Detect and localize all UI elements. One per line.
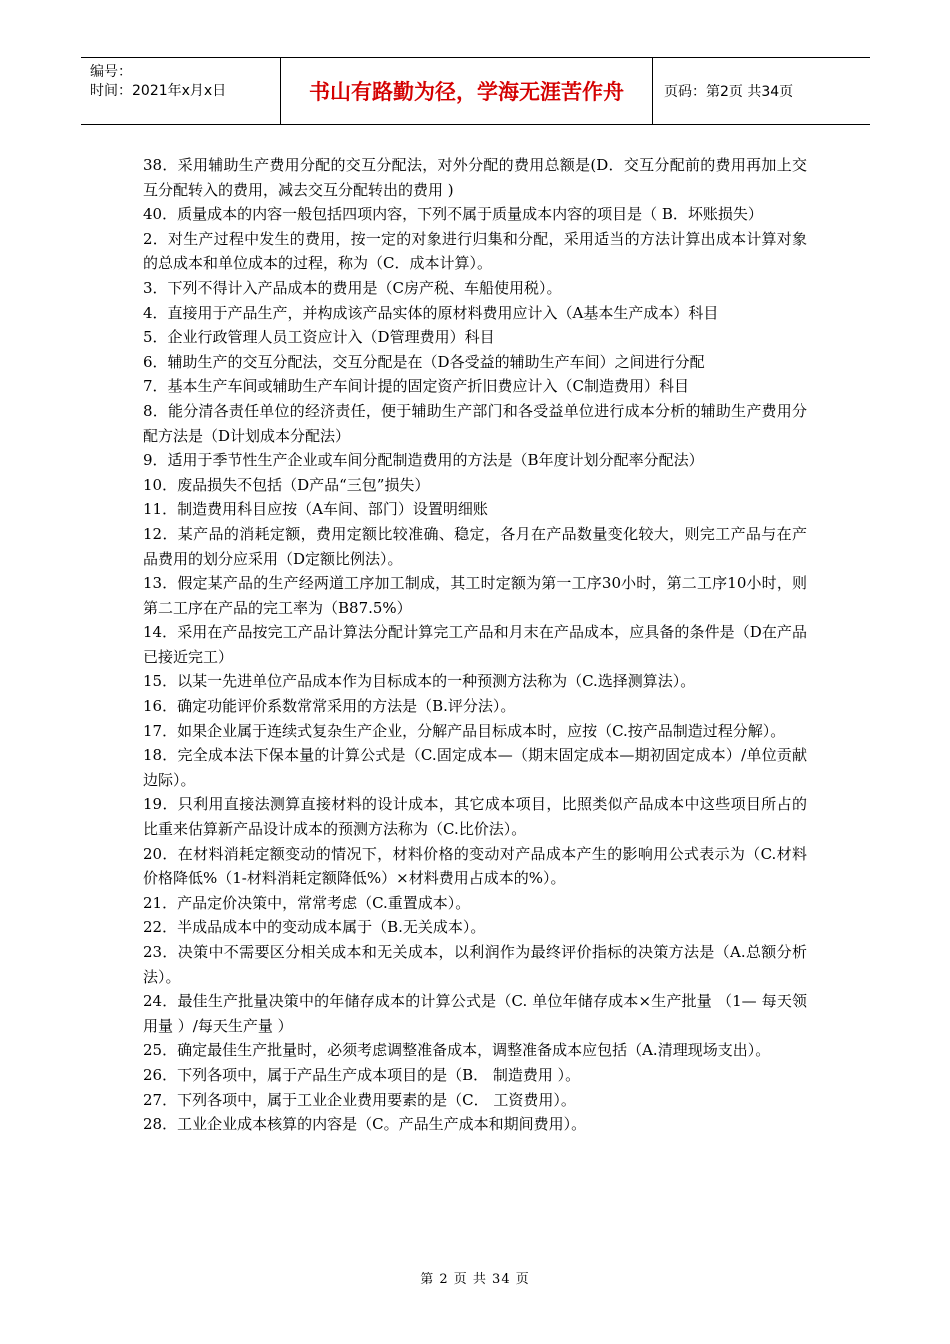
list-item: 23．决策中不需要区分相关成本和无关成本，以利润作为最终评价指标的决策方法是（A.总额分析法）。 — [143, 943, 807, 986]
list-item: 3．下列不得计入产品成本的费用是（C房产税、车船使用税）。 — [143, 278, 562, 297]
list-item: 22．半成品成本中的变动成本属于（B.无关成本）。 — [143, 918, 486, 937]
list-item: 14．采用在产品按完工产品计算法分配计算完工产品和月末在产品成本，应具备的条件是（D在产品已接近完工） — [143, 623, 807, 666]
list-item: 16．确定功能评价系数常常采用的方法是（B.评分法）。 — [143, 697, 516, 716]
number-label: 编号： — [90, 64, 132, 80]
list-item: 17．如果企业属于连续式复杂生产企业，分解产品目标成本时，应按（C.按产品制造过程分解）。 — [143, 721, 786, 740]
list-item: 26．下列各项中，属于产品生产成本项目的是（B． 制造费用 ）。 — [143, 1065, 581, 1084]
question-list — [143, 153, 807, 1137]
list-item: 21．产品定价决策中，常常考虑（C.重置成本）。 — [143, 893, 471, 912]
list-item: 12．某产品的消耗定额，费用定额比较准确、稳定，各月在产品数量变化较大，则完工产品与在产品费用的划分应采用（D定额比例法）。 — [143, 524, 807, 568]
list-item: 13．假定某产品的生产经两道工序加工制成，其工时定额为第一工序30小时，第二工序10小时，则第二工序在产品的完工率为（B87.5%） — [143, 574, 807, 617]
list-item: 40．质量成本的内容一般包括四项内容，下列不属于质量成本内容的项目是（ B．坏账损失） — [143, 205, 763, 224]
list-item: 38．采用辅助生产费用分配的交互分配法，对外分配的费用总额是(D．交互分配前的费用再加上交互分配转入的费用，减去交互分配转出的费用 ) — [143, 156, 807, 199]
header-meta — [81, 58, 281, 124]
page-header — [81, 57, 870, 125]
page-footer: 第 2 页 共 34 页 — [420, 1272, 530, 1287]
list-item: 10．废品损失不包括（D产品“三包”损失） — [143, 475, 430, 494]
list-item: 24．最佳生产批量决策中的年储存成本的计算公式是（C. 单位年储存成本×生产批量 （1— 每天领用量 ）/每天生产量 ） — [143, 992, 807, 1035]
list-item: 11．制造费用科目应按（A车间、部门）设置明细账 — [143, 500, 488, 519]
list-item: 6．辅助生产的交互分配法，交互分配是在（D各受益的辅助生产车间）之间进行分配 — [143, 352, 705, 371]
list-item: 5．企业行政管理人员工资应计入（D管理费用）科目 — [143, 328, 495, 347]
list-item: 4．直接用于产品生产，并构成该产品实体的原材料费用应计入（A基本生产成本）科目 — [143, 303, 719, 322]
list-item: 8．能分清各责任单位的经济责任，便于辅助生产部门和各受益单位进行成本分析的辅助生产费用分配方法是（D计划成本分配法） — [143, 401, 807, 445]
list-item: 15．以某一先进单位产品成本作为目标成本的一种预测方法称为（C.选择测算法）。 — [143, 672, 696, 691]
list-item: 7．基本生产车间或辅助生产车间计提的固定资产折旧费应计入（C制造费用）科目 — [143, 377, 690, 396]
list-item: 20．在材料消耗定额变动的情况下，材料价格的变动对产品成本产生的影响用公式表示为（C.材料价格降低%（1-材料消耗定额降低%）×材料费用占成本的%）。 — [143, 844, 807, 888]
list-item: 25．确定最佳生产批量时，必须考虑调整准备成本，调整准备成本应包括（A.清理现场支出）。 — [143, 1041, 771, 1060]
header-motto: 书山有路勤为径，学海无涯苦作舟 — [281, 58, 653, 124]
time-label: 时间：2021年x月x日 — [90, 83, 227, 99]
header-page-info: 页码：第2页 共34页 — [664, 84, 794, 100]
list-item: 19．只利用直接法测算直接材料的设计成本，其它成本项目，比照类似产品成本中这些项目所占的比重来估算新产品设计成本的预测方法称为（C.比价法）。 — [143, 795, 807, 839]
list-item: 28．工业企业成本核算的内容是（C。产品生产成本和期间费用）。 — [143, 1115, 587, 1134]
list-item: 9．适用于季节性生产企业或车间分配制造费用的方法是（B年度计划分配率分配法） — [143, 451, 704, 470]
list-item: 18．完全成本法下保本量的计算公式是（C.固定成本—（期末固定成本—期初固定成本）/单位贡献边际）。 — [143, 746, 807, 789]
list-item: 27．下列各项中，属于工业企业费用要素的是（C． 工资费用）。 — [143, 1090, 576, 1109]
list-item: 2．对生产过程中发生的费用，按一定的对象进行归集和分配，采用适当的方法计算出成本计算对象的总成本和单位成本的过程，称为（C．成本计算）。 — [143, 229, 807, 273]
